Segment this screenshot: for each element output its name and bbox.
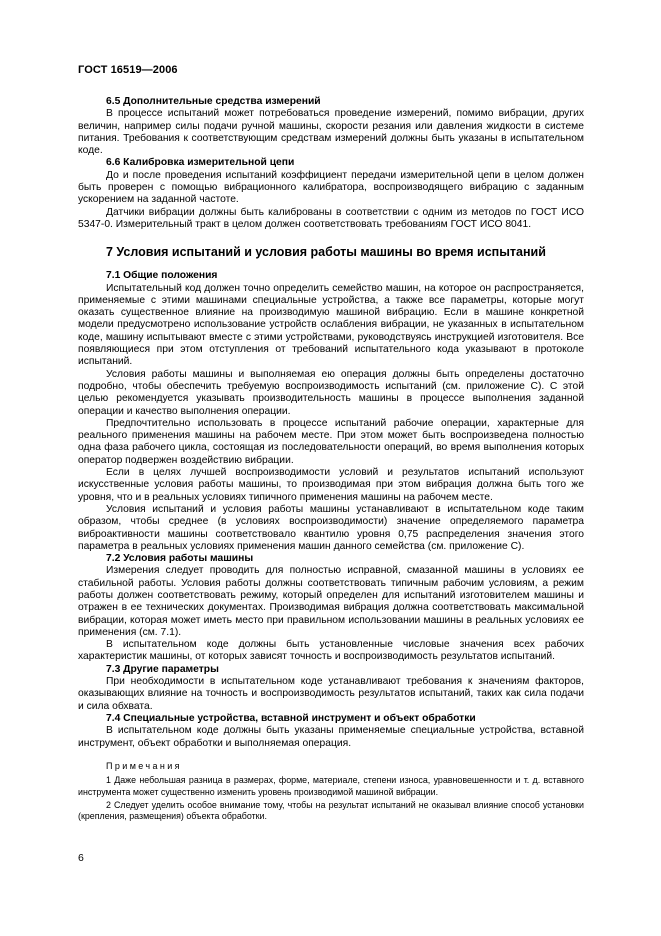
section-7-2-paragraph-2: В испытательном коде должны быть установленные числовые значения всех рабочих характеристик машины, от которых зависят точность и воспроизводимость результатов испытаний. [78,639,584,663]
section-7-2-paragraph-1: Измерения следует проводить для полностью исправной, смазанной машины в условиях ее стабильной работы. Условия работы должны соответствовать типичным рабочим условиям, а режим работы должен соответствовать режиму, который определен для испытаний изготовителем машины и отражен в ее технических документах. Производимая вибрация должна соответствовать максимальной вибрации, которая может иметь место при правильном использовании машины в реальных условиях ее применения (см. 7.1). [78,565,584,638]
section-7-1-paragraph-5: Условия испытаний и условия работы машины устанавливают в испытательном коде таким образом, чтобы среднее (в условиях воспроизводимости) значение определяемого параметра виброактивности машины соответствовало квантилю уровня 0,75 распределения значения этого параметра в реальных условиях применения машин данного семейства (см. приложение С). [78,503,584,552]
section-7-4-paragraph: В испытательном коде должны быть указаны применяемые специальные устройства, вставной инструмент, объект обработки и выполняемая операция. [78,725,584,749]
section-7-1-paragraph-3: Предпочтительно использовать в процессе испытаний рабочие операции, характерные для реального применения машины на рабочем месте. При этом может быть воспроизведена полностью одна фаза рабочего цикла, состоящая из последовательности операций, во время выполнения которых оператор подвержен воздействию вибрации. [78,417,584,466]
document-body [78,96,584,825]
section-6-5-heading: 6.5 Дополнительные средства измерений [106,96,321,107]
note-2: 2 Следует уделить особое внимание тому, чтобы на результат испытаний не оказывал влияние способ установки (крепления, размещения) объекта обработки. [78,799,584,822]
section-7-1-paragraph-1: Испытательный код должен точно определить семейство машин, на которое он распространяется, применяемые с этими машинами специальные устройства, а также все параметры, которые могут оказать существенное влияние на производимую машиной вибрацию. Если в машине конкретной модели предусмотрено использование устройств ослабления вибрации, не указанных в испытательном коде, машину испытывают вместе с этими устройствами, руководствуясь инструкцией изготовителя. Все появляющиеся при этом отступления от требований испытательного кода указывают в протоколе испытаний. [78,282,584,368]
section-7-2-heading: 7.2 Условия работы машины [106,553,254,565]
section-6-5-paragraph: В процессе испытаний может потребоваться проведение измерений, помимо вибрации, других величин, например силы подачи ручной машины, скорости резания или давления жидкости в системе питания. Требования к соответствующим средствам измерений должны быть указаны в испытательном коде. [78,108,584,157]
section-7-3-heading: 7.3 Другие параметры [106,663,219,675]
chapter-7-heading: 7 Условия испытаний и условия работы машины во время испытаний [106,245,546,260]
section-7-1-paragraph-4: Если в целях лучшей воспроизводимости условий и результатов испытаний используют искусственные условия работы машины, то производимая при этом вибрация должна быть того же уровня, что и в реальных условиях типичного применения машины на рабочем месте. [78,467,584,503]
section-7-4-heading: 7.4 Специальные устройства, вставной инструмент и объект обработки [106,712,476,724]
notes-title: Примечания [106,760,182,771]
section-6-6-heading: 6.6 Калибровка измерительной цепи [106,157,295,169]
section-7-1-heading: 7.1 Общие положения [106,270,218,282]
section-6-6-paragraph-1: До и после проведения испытаний коэффициент передачи измерительной цепи в целом должен быть проверен с помощью вибрационного калибратора, воспроизводящего вибрацию с заданным ускорением на заданной частоте. [78,169,584,206]
section-6-6-paragraph-2: Датчики вибрации должны быть калиброваны в соответствии с одним из методов по ГОСТ ИСО 5347-0. Измерительный тракт в целом должен соответствовать требованиям ГОСТ ИСО 8041. [78,206,584,230]
section-7-3-paragraph: При необходимости в испытательном коде устанавливают требования к значениям факторов, оказывающих влияние на точность и воспроизводимость результатов испытаний, таких как сила подачи и сила обхвата. [78,676,584,712]
running-header: ГОСТ 16519—2006 [78,64,178,76]
section-7-1-paragraph-2: Условия работы машины и выполняемая ею операция должны быть определены достаточно подробно, чтобы обеспечить требуемую воспроизводимость испытаний (см. приложение С). С этой целью рекомендуется указывать производительность машины в процессе выполнения заданной операции и качество выполнения операции. [78,368,584,417]
page-number: 6 [78,852,84,864]
note-1: 1 Даже небольшая разница в размерах, форме, материале, степени износа, уравновешенности и т. д. вставного инструмента может существенно изменить уровень производимой машиной вибрации. [78,775,584,797]
